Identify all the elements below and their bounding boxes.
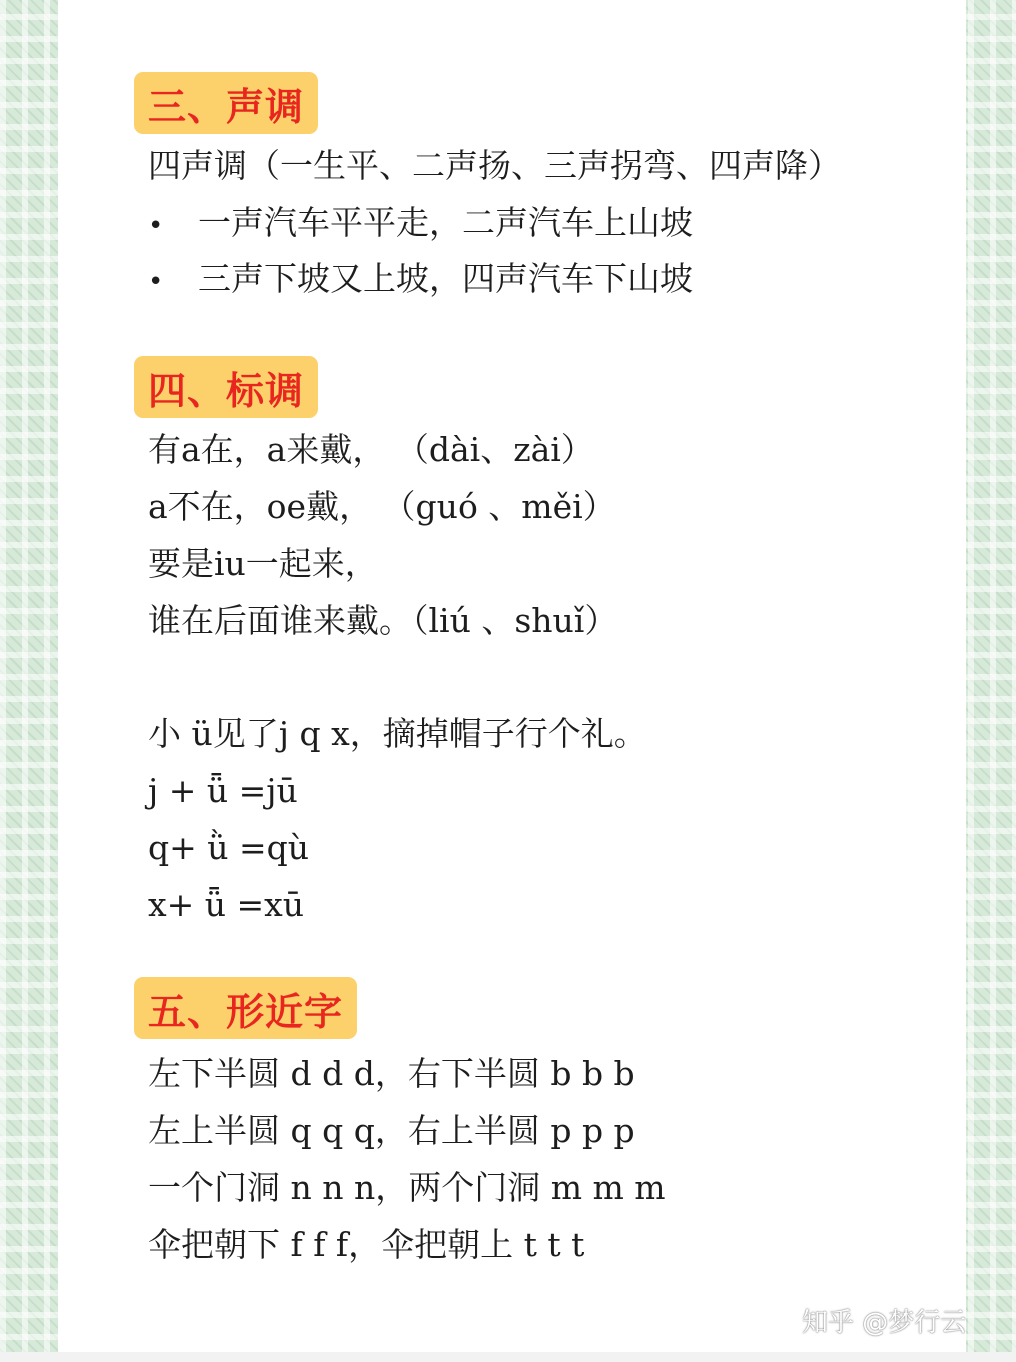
content-page <box>58 0 966 1352</box>
section-heading-similar-letters: 五、形近字 <box>134 977 357 1039</box>
similar-letters-line: 一个门洞 n n n，两个门洞 m m m <box>148 1168 666 1207</box>
similar-letters-line: 伞把朝下 f f f，伞把朝上 t t t <box>148 1225 585 1264</box>
tone-rule-line: 谁在后面谁来戴。（liú 、shuǐ） <box>148 601 618 640</box>
bullet-text: 三声下坡又上坡，四声汽车下山坡 <box>198 259 693 298</box>
watermark: 知乎 @梦行云 <box>802 1308 967 1338</box>
u-rule-line: 小 ü见了j q x，摘掉帽子行个礼。 <box>148 714 647 753</box>
u-example-line: x+ ǖ =xū <box>148 885 305 924</box>
tone-rule-line: 要是iu一起来， <box>148 544 378 583</box>
bullet-item <box>148 203 693 246</box>
tone-rule-line: a不在，oe戴， （guó 、měi） <box>148 487 616 526</box>
bullet-item <box>148 259 693 302</box>
bullet-dot: • <box>148 267 164 297</box>
u-example-line: q+ ǜ =qù <box>148 828 310 867</box>
bullet-text: 一声汽车平平走，二声汽车上山坡 <box>198 203 693 242</box>
similar-letters-line: 左下半圆 d d d，右下半圆 b b b <box>148 1054 635 1093</box>
u-example-line: j + ǖ =jū <box>148 771 298 810</box>
tones-intro: 四声调（一生平、二声扬、三声拐弯、四声降） <box>148 146 841 185</box>
section-heading-tone-marking: 四、标调 <box>134 356 318 418</box>
section-heading-tones: 三、声调 <box>134 72 318 134</box>
tone-rule-line: 有a在，a来戴， （dài、zài） <box>148 430 594 469</box>
bottom-strip <box>0 1352 1016 1362</box>
bullet-dot: • <box>148 211 164 241</box>
similar-letters-line: 左上半圆 q q q，右上半圆 p p p <box>148 1111 635 1150</box>
